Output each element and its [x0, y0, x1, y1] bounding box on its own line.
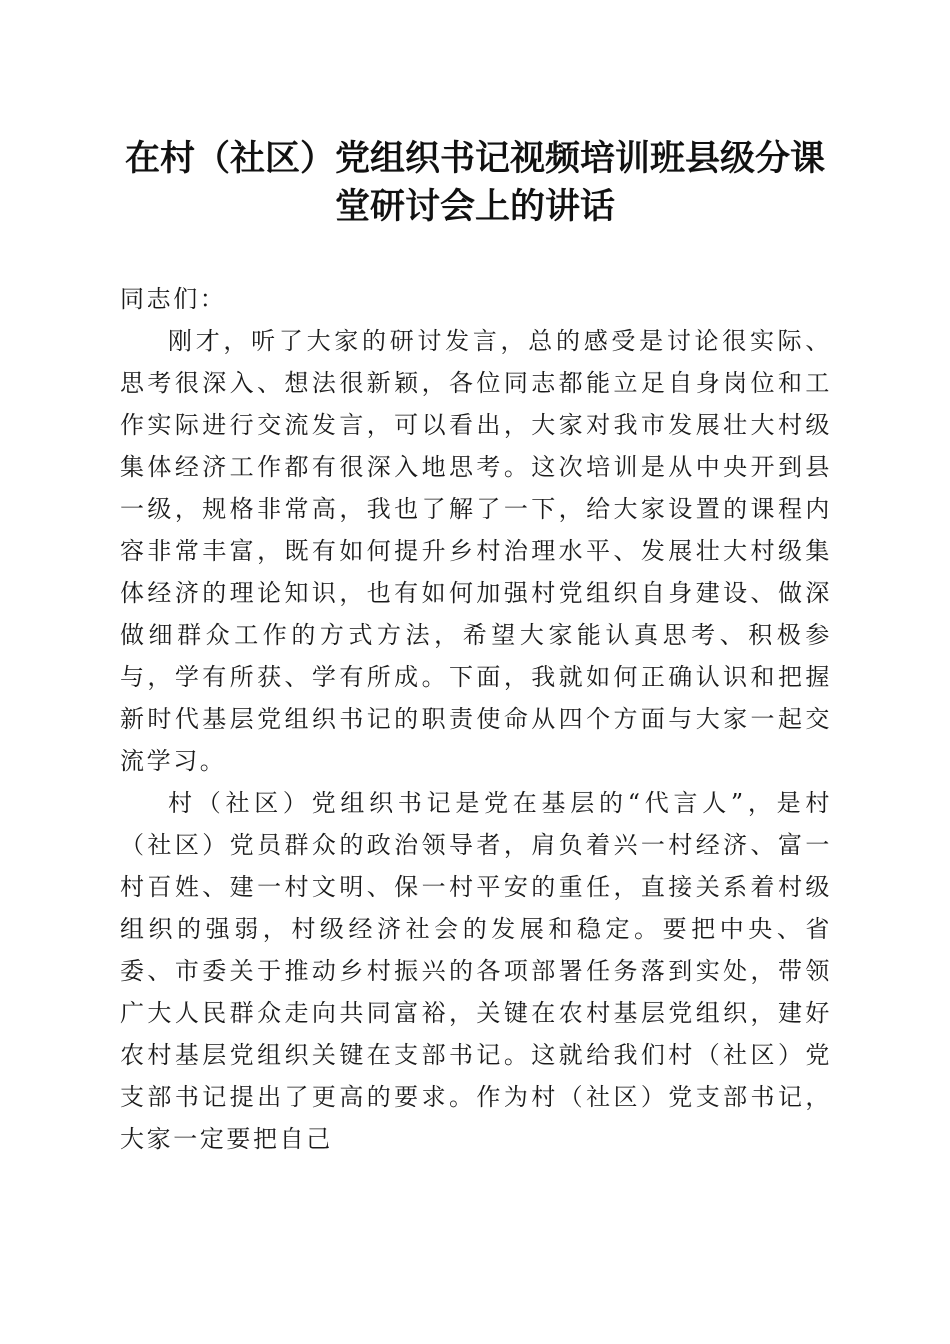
title-line-1: 在村（社区）党组织书记视频培训班县级分课 [124, 138, 825, 179]
document-body [120, 278, 832, 1160]
paragraph-1: 刚才，听了大家的研讨发言，总的感受是讨论很实际、思考很深入、想法很新颖，各位同志都能立足自身岗位和工作实际进行交流发言，可以看出，大家对我市发展壮大村级集体经济工作都有很深入地思考。这次培训是从中央开到县一级，规格非常高，我也了解了一下，给大家设置的课程内容非常丰富，既有如何提升乡村治理水平、发展壮大村级集体经济的理论知识，也有如何加强村党组织自身建设、做深做细群众工作的方式方法，希望大家能认真思考、积极参与，学有所获、学有所成。下面，我就如何正确认识和把握新时代基层党组织书记的职责使命从四个方面与大家一起交流学习。 [120, 327, 832, 775]
title-line-2: 堂研讨会上的讲话 [334, 186, 615, 227]
salutation: 同志们： [120, 285, 227, 313]
document-title [110, 135, 840, 231]
paragraph-2: 村（社区）党组织书记是党在基层的“代言人”，是村（社区）党员群众的政治领导者，肩负着兴一村经济、富一村百姓、建一村文明、保一村平安的重任，直接关系着村级组织的强弱，村级经济社会的发展和稳定。要把中央、省委、市委关于推动乡村振兴的各项部署任务落到实处，带领广大人民群众走向共同富裕，关键在农村基层党组织，建好农村基层党组织关键在支部书记。这就给我们村（社区）党支部书记提出了更高的要求。作为村（社区）党支部书记，大家一定要把自己 [120, 789, 832, 1153]
